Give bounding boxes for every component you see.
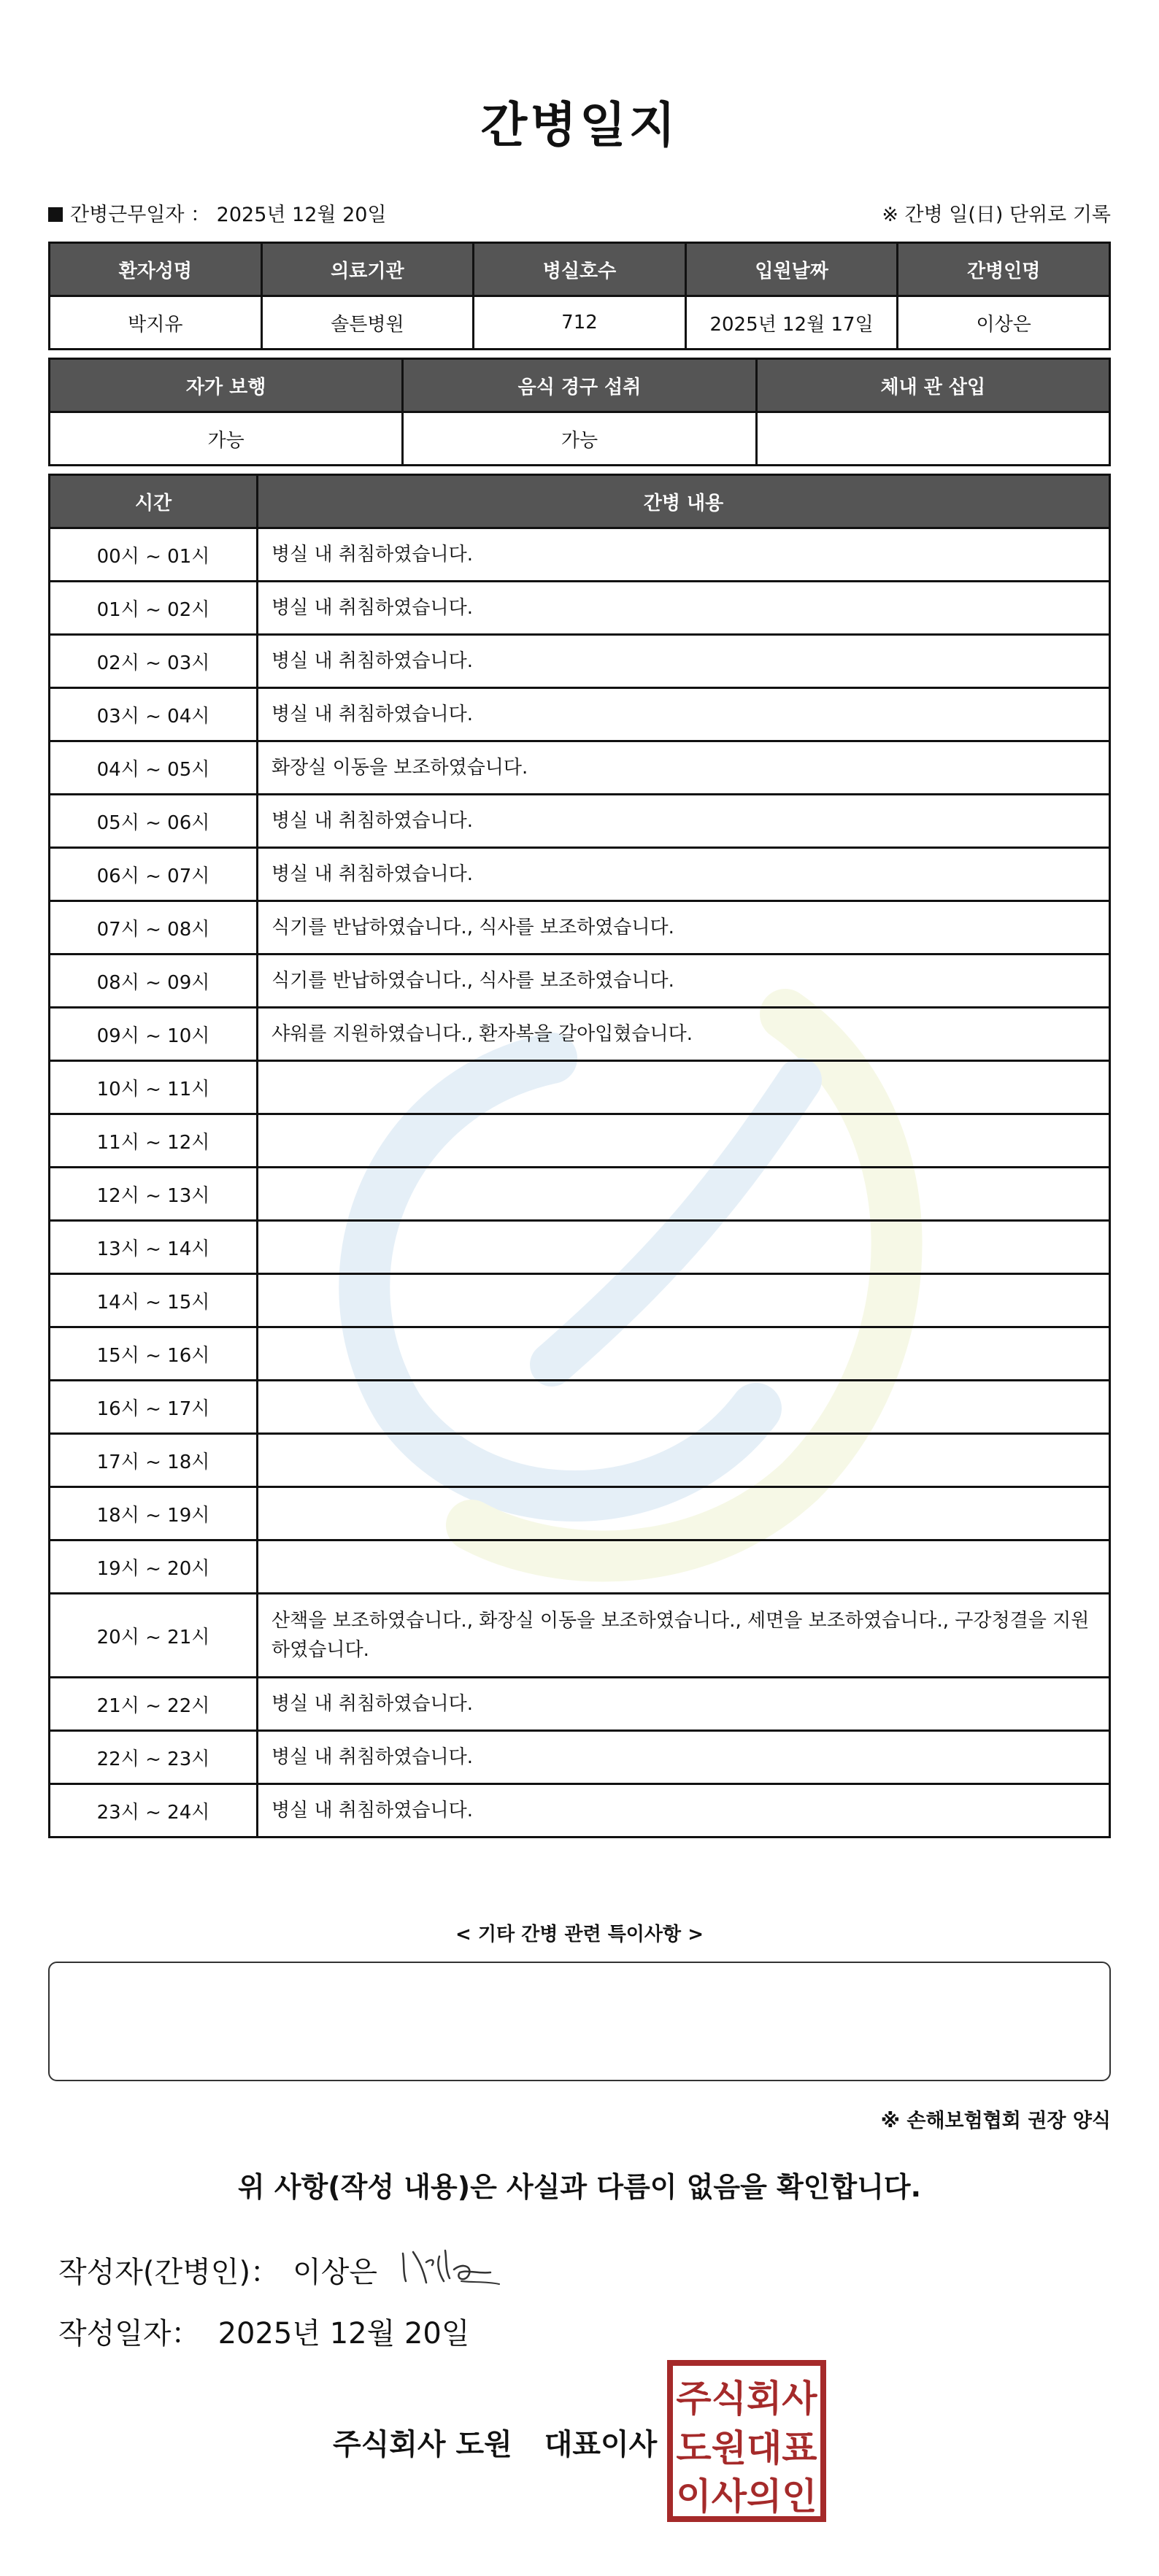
table-row — [50, 688, 1110, 741]
header-cell: 의료기관 — [261, 243, 474, 296]
time-slot: 13시 ~ 14시 — [50, 1221, 258, 1274]
header-cell: 입원날짜 — [685, 243, 898, 296]
time-slot: 05시 ~ 06시 — [50, 795, 258, 848]
time-slot: 11시 ~ 12시 — [50, 1114, 258, 1168]
care-content: 병실 내 취침하였습니다. — [258, 582, 1110, 635]
care-log-table — [48, 474, 1111, 1838]
svg-text:도원대표: 도원대표 — [676, 2427, 817, 2469]
table-row — [50, 1434, 1110, 1487]
time-slot: 19시 ~ 20시 — [50, 1540, 258, 1594]
header-cell: 환자성명 — [50, 243, 262, 296]
self-walking-value: 가능 — [50, 412, 403, 466]
hospital-name: 솔튼병원 — [261, 296, 474, 350]
care-content: 병실 내 취침하였습니다. — [258, 1678, 1110, 1731]
care-content: 산책을 보조하였습니다., 화장실 이동을 보조하였습니다., 세면을 보조하였습니다., 구강청결을 지원하였습니다. — [258, 1594, 1110, 1678]
table-row — [50, 1221, 1110, 1274]
written-date-value: 2025년 12월 20일 — [217, 2317, 470, 2351]
svg-text:주식회사: 주식회사 — [676, 2378, 817, 2420]
table-row — [50, 1731, 1110, 1784]
time-slot: 03시 ~ 04시 — [50, 688, 258, 741]
special-notes-box — [48, 1962, 1111, 2081]
record-note: ※ 간병 일(日) 단위로 기록 — [882, 204, 1111, 226]
square-bullet-icon — [48, 207, 63, 222]
caregiver-name: 이상은 — [898, 296, 1110, 350]
table-row — [50, 1327, 1110, 1381]
time-slot: 16시 ~ 17시 — [50, 1381, 258, 1434]
time-slot: 09시 ~ 10시 — [50, 1008, 258, 1061]
table-row — [50, 1540, 1110, 1594]
table-row — [50, 1114, 1110, 1168]
company-name: 주식회사 도원 — [333, 2428, 512, 2461]
source-note: ※ 손해보험협회 권장 양식 — [880, 2110, 1111, 2132]
care-content: 식기를 반납하였습니다., 식사를 보조하였습니다. — [258, 955, 1110, 1008]
care-content: 화장실 이동을 보조하였습니다. — [258, 741, 1110, 795]
header-cell: 간병인명 — [898, 243, 1110, 296]
header-cell: 시간 — [50, 475, 258, 528]
written-date-label: 작성일자： — [58, 2317, 201, 2351]
patient-name: 박지유 — [50, 296, 262, 350]
written-date-line — [58, 2310, 470, 2352]
table-row — [50, 901, 1110, 955]
time-slot: 14시 ~ 15시 — [50, 1274, 258, 1327]
time-slot: 15시 ~ 16시 — [50, 1327, 258, 1381]
time-slot: 04시 ~ 05시 — [50, 741, 258, 795]
care-content: 식기를 반납하였습니다., 식사를 보조하였습니다. — [258, 901, 1110, 955]
table-row — [50, 1678, 1110, 1731]
time-slot: 22시 ~ 23시 — [50, 1731, 258, 1784]
patient-info-table — [48, 242, 1111, 350]
table-row — [50, 1061, 1110, 1114]
table-row — [50, 1008, 1110, 1061]
care-content — [258, 1381, 1110, 1434]
care-content — [258, 1487, 1110, 1540]
care-content — [258, 1168, 1110, 1221]
care-content: 샤워를 지원하였습니다., 환자복을 갈아입혔습니다. — [258, 1008, 1110, 1061]
time-slot: 08시 ~ 09시 — [50, 955, 258, 1008]
table-row — [50, 741, 1110, 795]
table-row — [50, 1381, 1110, 1434]
time-slot: 01시 ~ 02시 — [50, 582, 258, 635]
care-content — [258, 1274, 1110, 1327]
ceo-title: 대표이사 — [544, 2428, 658, 2461]
time-slot: 23시 ~ 24시 — [50, 1784, 258, 1837]
work-date-value: 2025년 12월 20일 — [216, 204, 387, 226]
care-content — [258, 1061, 1110, 1114]
table-row — [50, 795, 1110, 848]
header-cell: 음식 경구 섭취 — [403, 359, 756, 412]
care-content: 병실 내 취침하였습니다. — [258, 635, 1110, 688]
care-content — [258, 1114, 1110, 1168]
work-date-label: 간병근무일자 ： — [70, 204, 211, 226]
care-content: 병실 내 취침하였습니다. — [258, 1731, 1110, 1784]
care-content: 병실 내 취침하였습니다. — [258, 1784, 1110, 1837]
header-cell: 자가 보행 — [50, 359, 403, 412]
table-row — [50, 635, 1110, 688]
time-slot: 02시 ~ 03시 — [50, 635, 258, 688]
header-cell: 체내 관 삽입 — [756, 359, 1109, 412]
oral-intake-value: 가능 — [403, 412, 756, 466]
confirmation-text: 위 사항(작성 내용)은 사실과 다름이 없음을 확인합니다. — [237, 2171, 922, 2203]
table-row — [50, 955, 1110, 1008]
work-date — [48, 198, 387, 227]
writer-line — [58, 2249, 377, 2291]
time-slot: 17시 ~ 18시 — [50, 1434, 258, 1487]
time-slot: 10시 ~ 11시 — [50, 1061, 258, 1114]
care-content: 병실 내 취침하였습니다. — [258, 688, 1110, 741]
patient-status-table — [48, 358, 1111, 466]
care-content — [258, 1327, 1110, 1381]
writer-label: 작성자(간병인)： — [58, 2256, 280, 2289]
time-slot: 18시 ~ 19시 — [50, 1487, 258, 1540]
room-number: 712 — [474, 296, 686, 350]
table-row — [50, 528, 1110, 582]
table-row — [50, 848, 1110, 901]
table-row — [50, 1594, 1110, 1678]
care-content — [258, 1221, 1110, 1274]
time-slot: 12시 ~ 13시 — [50, 1168, 258, 1221]
page-title: 간병일지 — [480, 97, 679, 153]
header-cell: 간병 내용 — [258, 475, 1110, 528]
admission-date: 2025년 12월 17일 — [685, 296, 898, 350]
table-row — [50, 1274, 1110, 1327]
time-slot: 20시 ~ 21시 — [50, 1594, 258, 1678]
care-content: 병실 내 취침하였습니다. — [258, 848, 1110, 901]
special-notes-title: < 기타 간병 관련 특이사항 > — [455, 1924, 704, 1946]
time-slot: 07시 ~ 08시 — [50, 901, 258, 955]
table-row — [50, 1168, 1110, 1221]
care-content — [258, 1540, 1110, 1594]
svg-text:이사의인: 이사의인 — [676, 2475, 817, 2518]
care-content: 병실 내 취침하였습니다. — [258, 528, 1110, 582]
tube-insertion-value — [756, 412, 1109, 466]
company-line — [333, 2421, 657, 2463]
company-seal-stamp — [666, 2359, 828, 2523]
header-cell: 병실호수 — [474, 243, 686, 296]
care-content — [258, 1434, 1110, 1487]
table-row — [50, 1784, 1110, 1837]
table-row — [50, 582, 1110, 635]
time-slot: 00시 ~ 01시 — [50, 528, 258, 582]
writer-name: 이상은 — [293, 2256, 377, 2289]
time-slot: 06시 ~ 07시 — [50, 848, 258, 901]
care-content: 병실 내 취침하였습니다. — [258, 795, 1110, 848]
handwritten-signature — [397, 2240, 507, 2291]
time-slot: 21시 ~ 22시 — [50, 1678, 258, 1731]
table-row — [50, 1487, 1110, 1540]
